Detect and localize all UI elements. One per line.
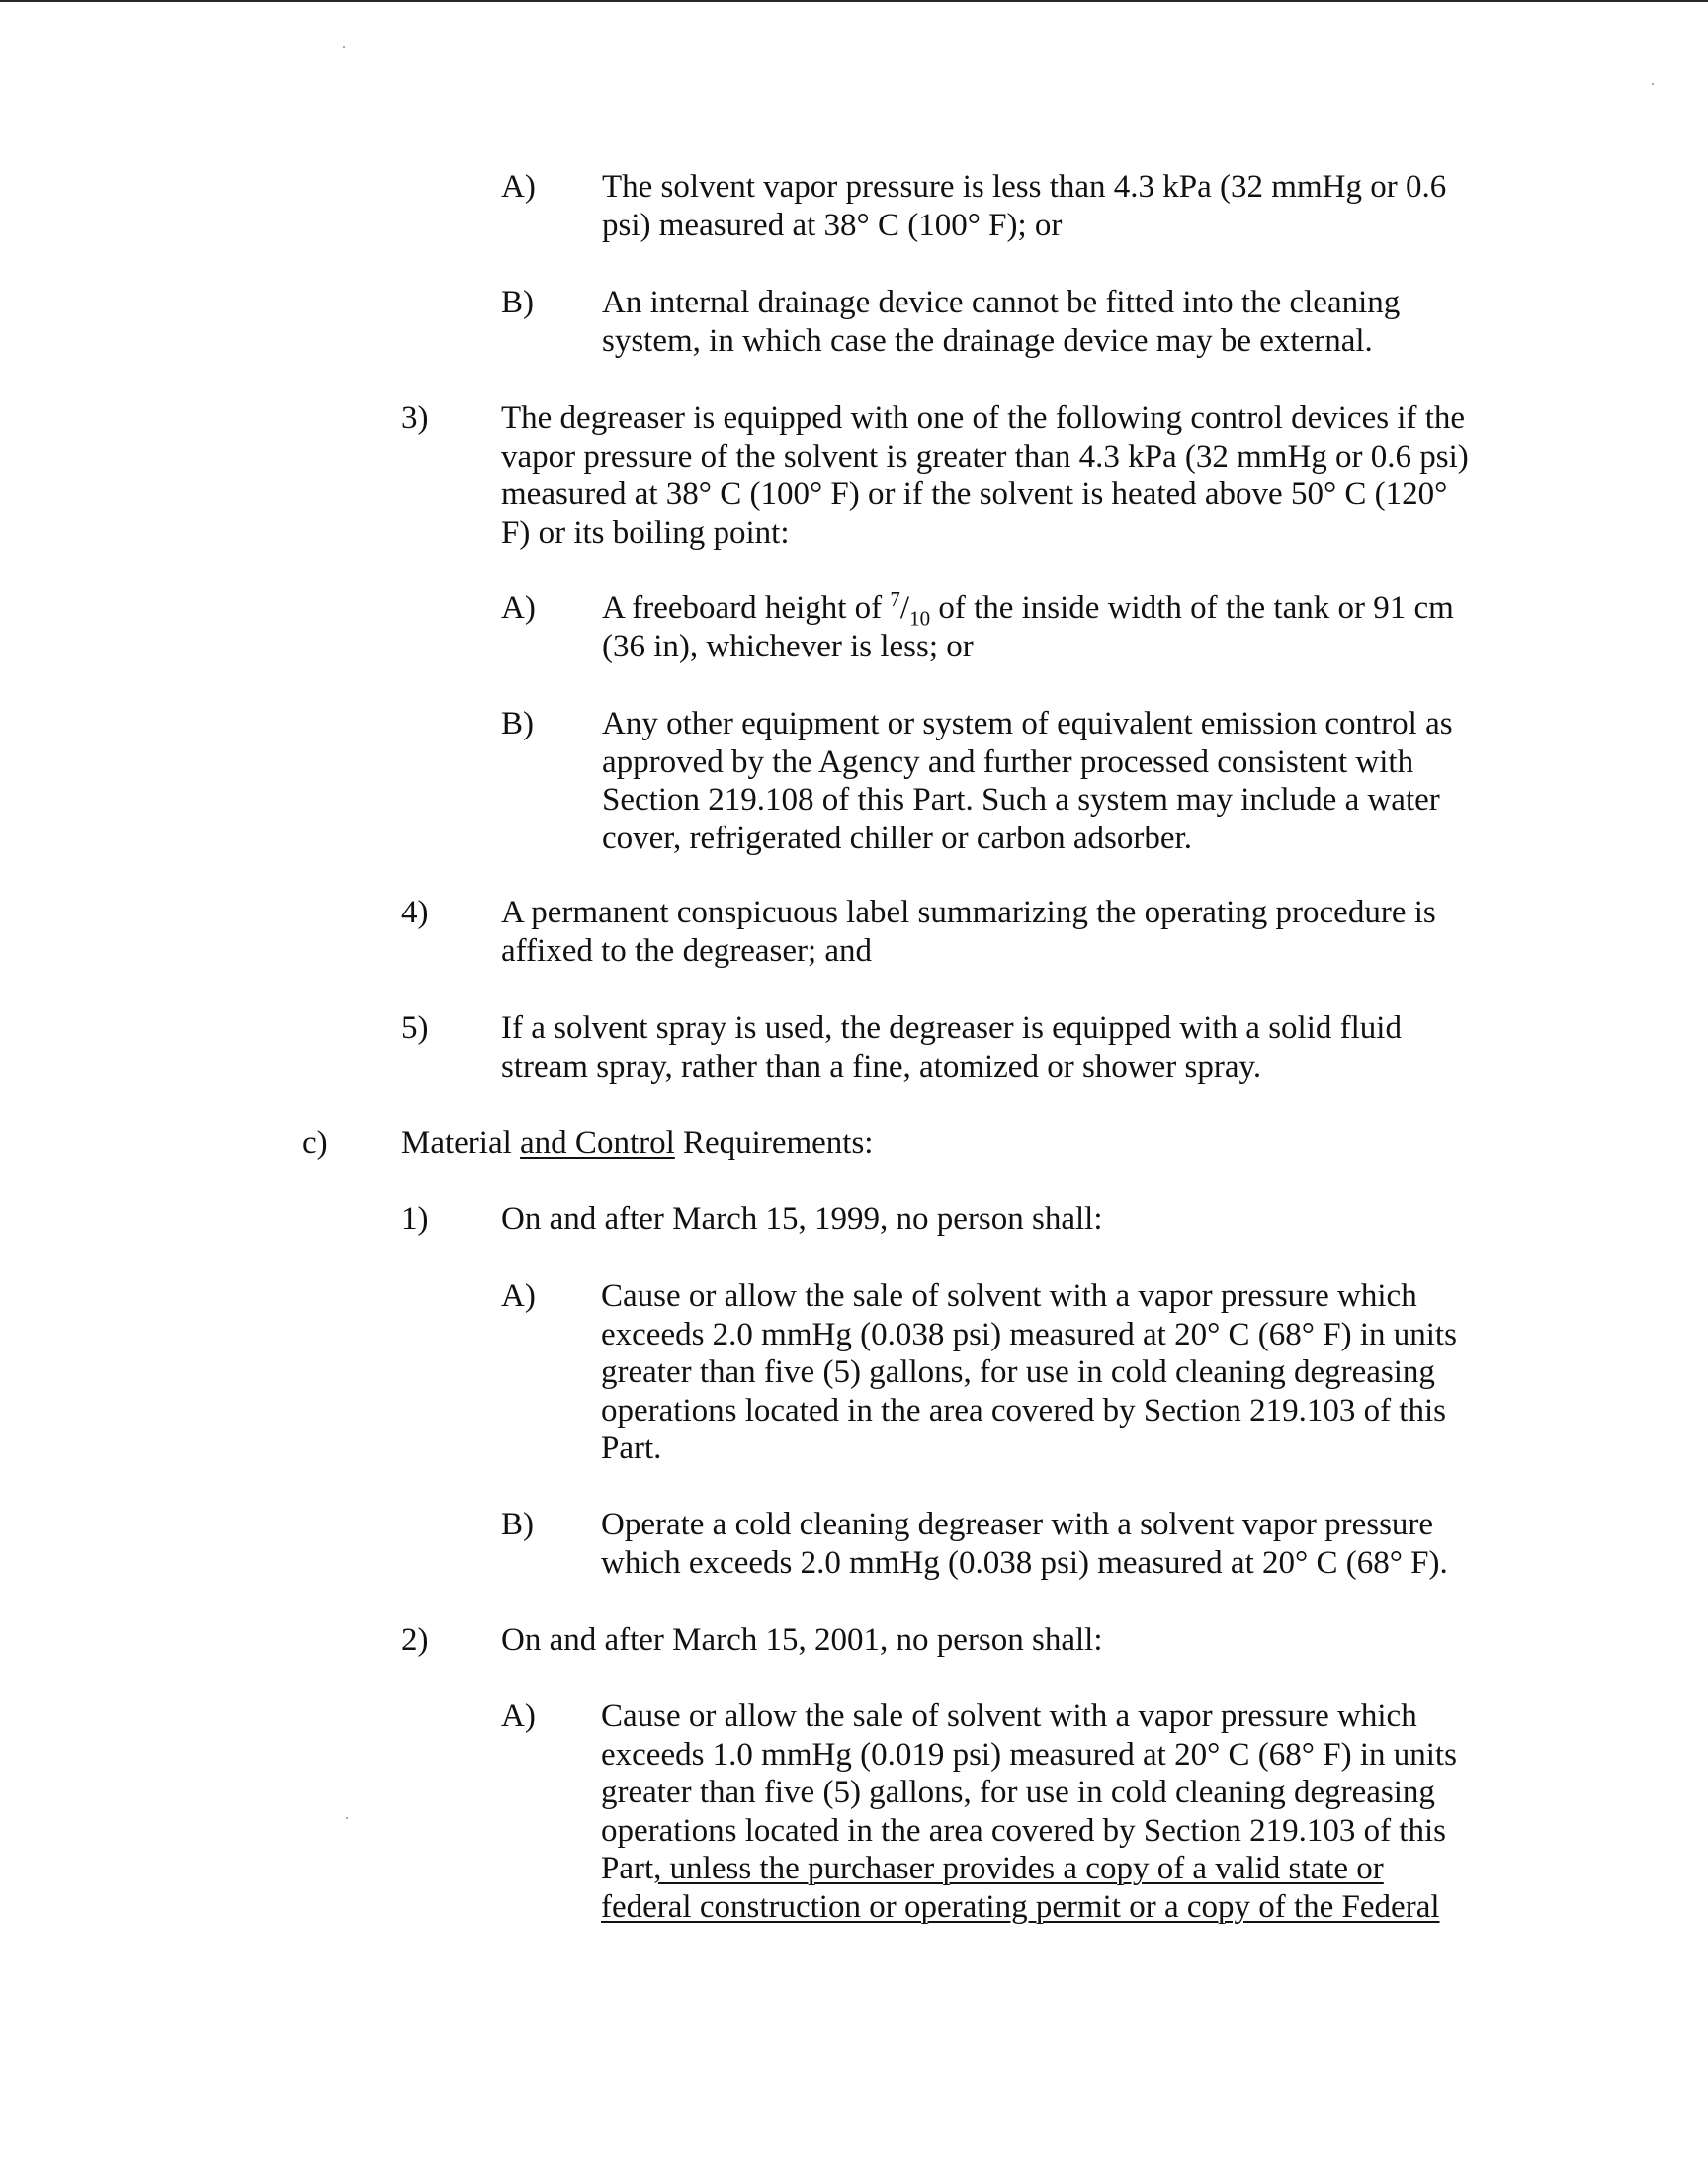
item-label: 1) [401, 1201, 429, 1237]
item-text [601, 1506, 1448, 1582]
text-line: greater than five (5) gallons, for use in cold cleaning degreasing [601, 1354, 1435, 1390]
text-line: Section 219.108 of this Part. Such a system may include a water [602, 782, 1440, 818]
item-text [602, 284, 1400, 360]
text-line: system, in which case the drainage device may be external. [602, 322, 1373, 359]
scan-speck [343, 46, 345, 48]
text-line [401, 1124, 873, 1163]
scan-speck [1652, 83, 1654, 85]
text-segment: A freeboard height of [602, 590, 891, 626]
text-line: The degreaser is equipped with one of the following control devices if the [501, 400, 1466, 436]
inserted-text-line: federal construction or operating permit or a copy of the Federal [601, 1888, 1440, 1925]
scan-speck [346, 1817, 348, 1819]
text-line [601, 1850, 1457, 1888]
text-line: psi) measured at 38° C (100° F); or [602, 207, 1063, 243]
text-line: If a solvent spray is used, the degreaser is equipped with a solid fluid [501, 1010, 1402, 1046]
item-text [602, 168, 1446, 244]
text-line: Part. [601, 1431, 662, 1466]
page-top-edge [0, 0, 1708, 2]
fraction-denominator: 10 [909, 606, 931, 631]
item-text [501, 399, 1469, 552]
text-line: which exceeds 2.0 mmHg (0.038 psi) measured at 20° C (68° F). [601, 1544, 1448, 1581]
text-segment: Material [401, 1125, 521, 1161]
item-label: 4) [401, 895, 429, 930]
item-text [501, 1200, 1103, 1239]
text-line: Cause or allow the sale of solvent with a vapor pressure which [601, 1278, 1417, 1314]
item-text [501, 1009, 1402, 1086]
item-label: B) [501, 285, 534, 320]
item-label: A) [501, 1698, 536, 1734]
inserted-text: and Control [520, 1125, 675, 1161]
text-line: cover, refrigerated chiller or carbon adsorber. [602, 820, 1192, 856]
text-segment: Part [601, 1851, 654, 1886]
item-label: A) [501, 1278, 536, 1314]
text-line [602, 587, 1454, 631]
item-label: c) [302, 1125, 328, 1161]
text-line: measured at 38° C (100° F) or if the solvent is heated above 50° C (120° [501, 477, 1448, 512]
text-segment: Requirements: [674, 1125, 874, 1161]
fraction-numerator: 7 [890, 587, 900, 611]
text-line: exceeds 1.0 mmHg (0.019 psi) measured at 20° C (68° F) in units [601, 1736, 1457, 1773]
item-label: A) [501, 169, 536, 205]
text-line: approved by the Agency and further processed consistent with [602, 743, 1414, 780]
item-text [601, 1697, 1457, 1926]
text-line: On and after March 15, 1999, no person shall: [501, 1201, 1103, 1237]
text-line: operations located in the area covered by Section 219.103 of this [601, 1392, 1446, 1429]
text-line: (36 in), whichever is less; or [602, 628, 974, 664]
item-label: B) [501, 706, 534, 741]
item-label: B) [501, 1507, 534, 1542]
text-line: greater than five (5) gallons, for use in cold cleaning degreasing [601, 1775, 1435, 1810]
text-line: affixed to the degreaser; and [501, 932, 873, 969]
item-text [501, 1621, 1103, 1660]
text-line: vapor pressure of the solvent is greater than 4.3 kPa (32 mmHg or 0.6 psi) [501, 438, 1469, 475]
item-text [601, 1277, 1457, 1468]
item-text [602, 705, 1453, 857]
item-text [401, 1124, 873, 1163]
text-segment: of the inside width of the tank or 91 cm [930, 590, 1454, 626]
inserted-text: , unless the purchaser provides a copy of a valid state or [653, 1851, 1384, 1886]
text-line: On and after March 15, 2001, no person shall: [501, 1622, 1103, 1658]
text-line: Any other equipment or system of equivalent emission control as [602, 706, 1453, 741]
fraction-slash: / [899, 590, 910, 626]
text-line: stream spray, rather than a fine, atomized or shower spray. [501, 1048, 1262, 1085]
text-line: F) or its boiling point: [501, 514, 790, 551]
item-label: 2) [401, 1622, 429, 1658]
text-line: Operate a cold cleaning degreaser with a solvent vapor pressure [601, 1507, 1434, 1542]
item-text [602, 589, 1454, 665]
text-line: An internal drainage device cannot be fitted into the cleaning [602, 285, 1401, 320]
item-text [501, 894, 1436, 970]
text-line: A permanent conspicuous label summarizing the operating procedure is [501, 895, 1436, 930]
text-line: The solvent vapor pressure is less than 4.3 kPa (32 mmHg or 0.6 [602, 169, 1447, 205]
text-line: Cause or allow the sale of solvent with a vapor pressure which [601, 1698, 1417, 1734]
item-label: 5) [401, 1010, 429, 1046]
text-line: exceeds 2.0 mmHg (0.038 psi) measured at 20° C (68° F) in units [601, 1316, 1457, 1352]
item-label: 3) [401, 400, 429, 436]
text-line: operations located in the area covered by Section 219.103 of this [601, 1812, 1446, 1849]
item-label: A) [501, 590, 536, 626]
